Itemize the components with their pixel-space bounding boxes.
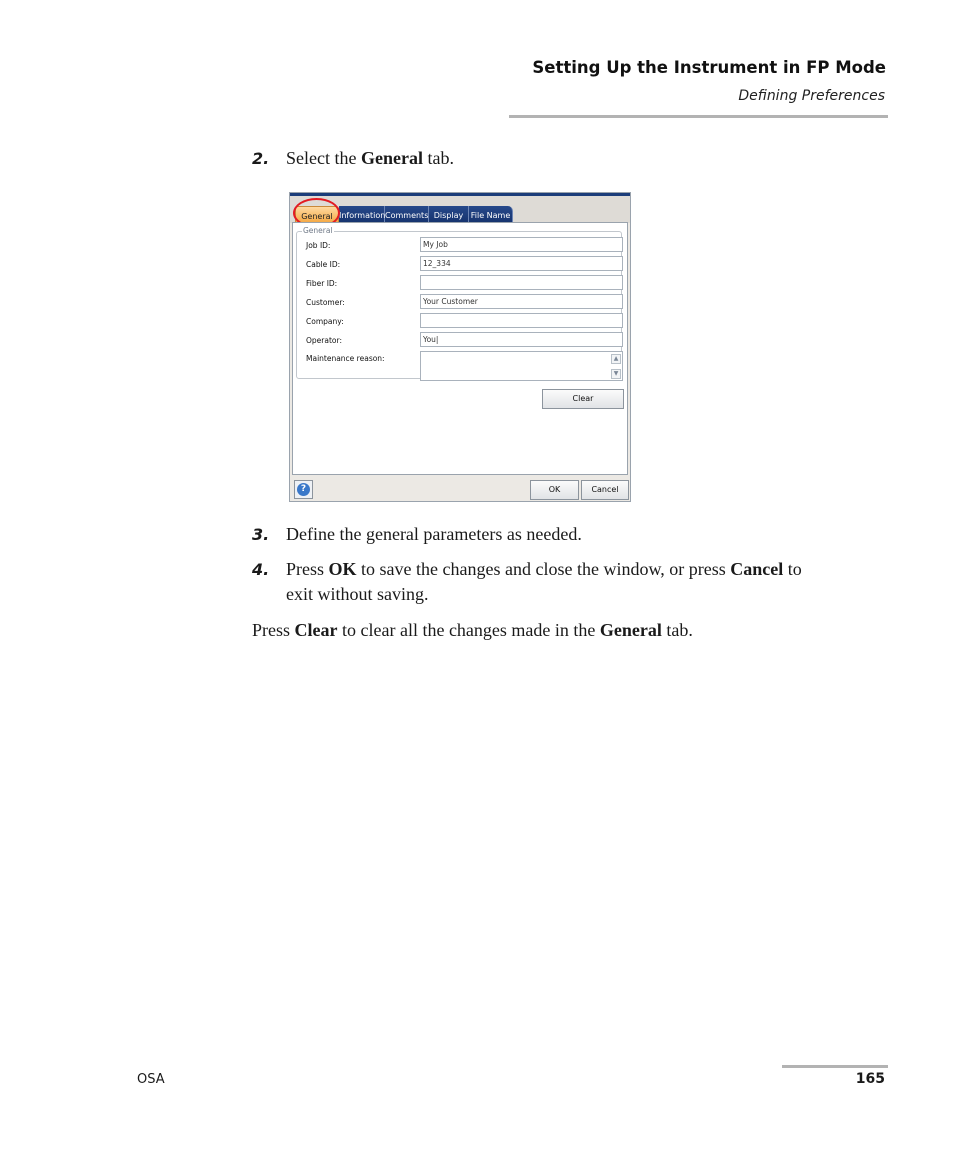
- page-header-title: Setting Up the Instrument in FP Mode: [532, 58, 886, 77]
- step-number: 2.: [252, 149, 270, 168]
- scroll-up-icon[interactable]: ▲: [611, 354, 621, 364]
- customer-label: Customer:: [306, 298, 345, 307]
- maintenance-reason-field[interactable]: [420, 351, 623, 381]
- tab-comments[interactable]: Comments: [385, 206, 429, 225]
- company-field[interactable]: [420, 313, 623, 328]
- groupbox-title: General: [303, 226, 333, 235]
- operator-field[interactable]: You|: [420, 332, 623, 347]
- maintenance-reason-label: Maintenance reason:: [306, 354, 385, 363]
- step-text: Press OK to save the changes and close the window, or press Cancel to exit without saving.: [286, 559, 802, 604]
- tab-general[interactable]: General: [295, 206, 339, 225]
- job-id-label: Job ID:: [306, 241, 331, 250]
- tab-display[interactable]: Display: [429, 206, 469, 225]
- footer-product-name: OSA: [137, 1072, 165, 1087]
- job-id-field[interactable]: My Job: [420, 237, 623, 252]
- company-label: Company:: [306, 317, 344, 326]
- tab-information[interactable]: Information: [339, 206, 385, 225]
- clear-note-paragraph: Press Clear to clear all the changes made in the General tab.: [252, 620, 693, 640]
- scroll-down-icon[interactable]: ▼: [611, 369, 621, 379]
- help-icon: ?: [297, 483, 310, 496]
- cancel-button[interactable]: Cancel: [581, 480, 629, 500]
- tab-file-name[interactable]: File Name: [469, 206, 513, 225]
- general-groupbox: [296, 226, 622, 379]
- header-divider: [509, 115, 888, 118]
- preferences-window-screenshot: [289, 192, 631, 502]
- fiber-id-field[interactable]: [420, 275, 623, 290]
- help-button[interactable]: [294, 480, 313, 499]
- step-text: Define the general parameters as needed.: [286, 524, 582, 544]
- operator-label: Operator:: [306, 336, 342, 345]
- clear-button[interactable]: Clear: [542, 389, 624, 409]
- tab-strip: [290, 196, 630, 223]
- cable-id-label: Cable ID:: [306, 260, 341, 269]
- step-text: Select the General tab.: [286, 148, 454, 168]
- page-header-subtitle: Defining Preferences: [738, 88, 885, 104]
- step-number: 4.: [252, 560, 270, 579]
- footer-divider: [782, 1065, 888, 1068]
- step-number: 3.: [252, 525, 270, 544]
- fiber-id-label: Fiber ID:: [306, 279, 338, 288]
- ok-button[interactable]: OK: [530, 480, 579, 500]
- general-tab-panel: [292, 222, 628, 475]
- page-number: 165: [855, 1071, 885, 1087]
- customer-field[interactable]: Your Customer: [420, 294, 623, 309]
- cable-id-field[interactable]: 12_334: [420, 256, 623, 271]
